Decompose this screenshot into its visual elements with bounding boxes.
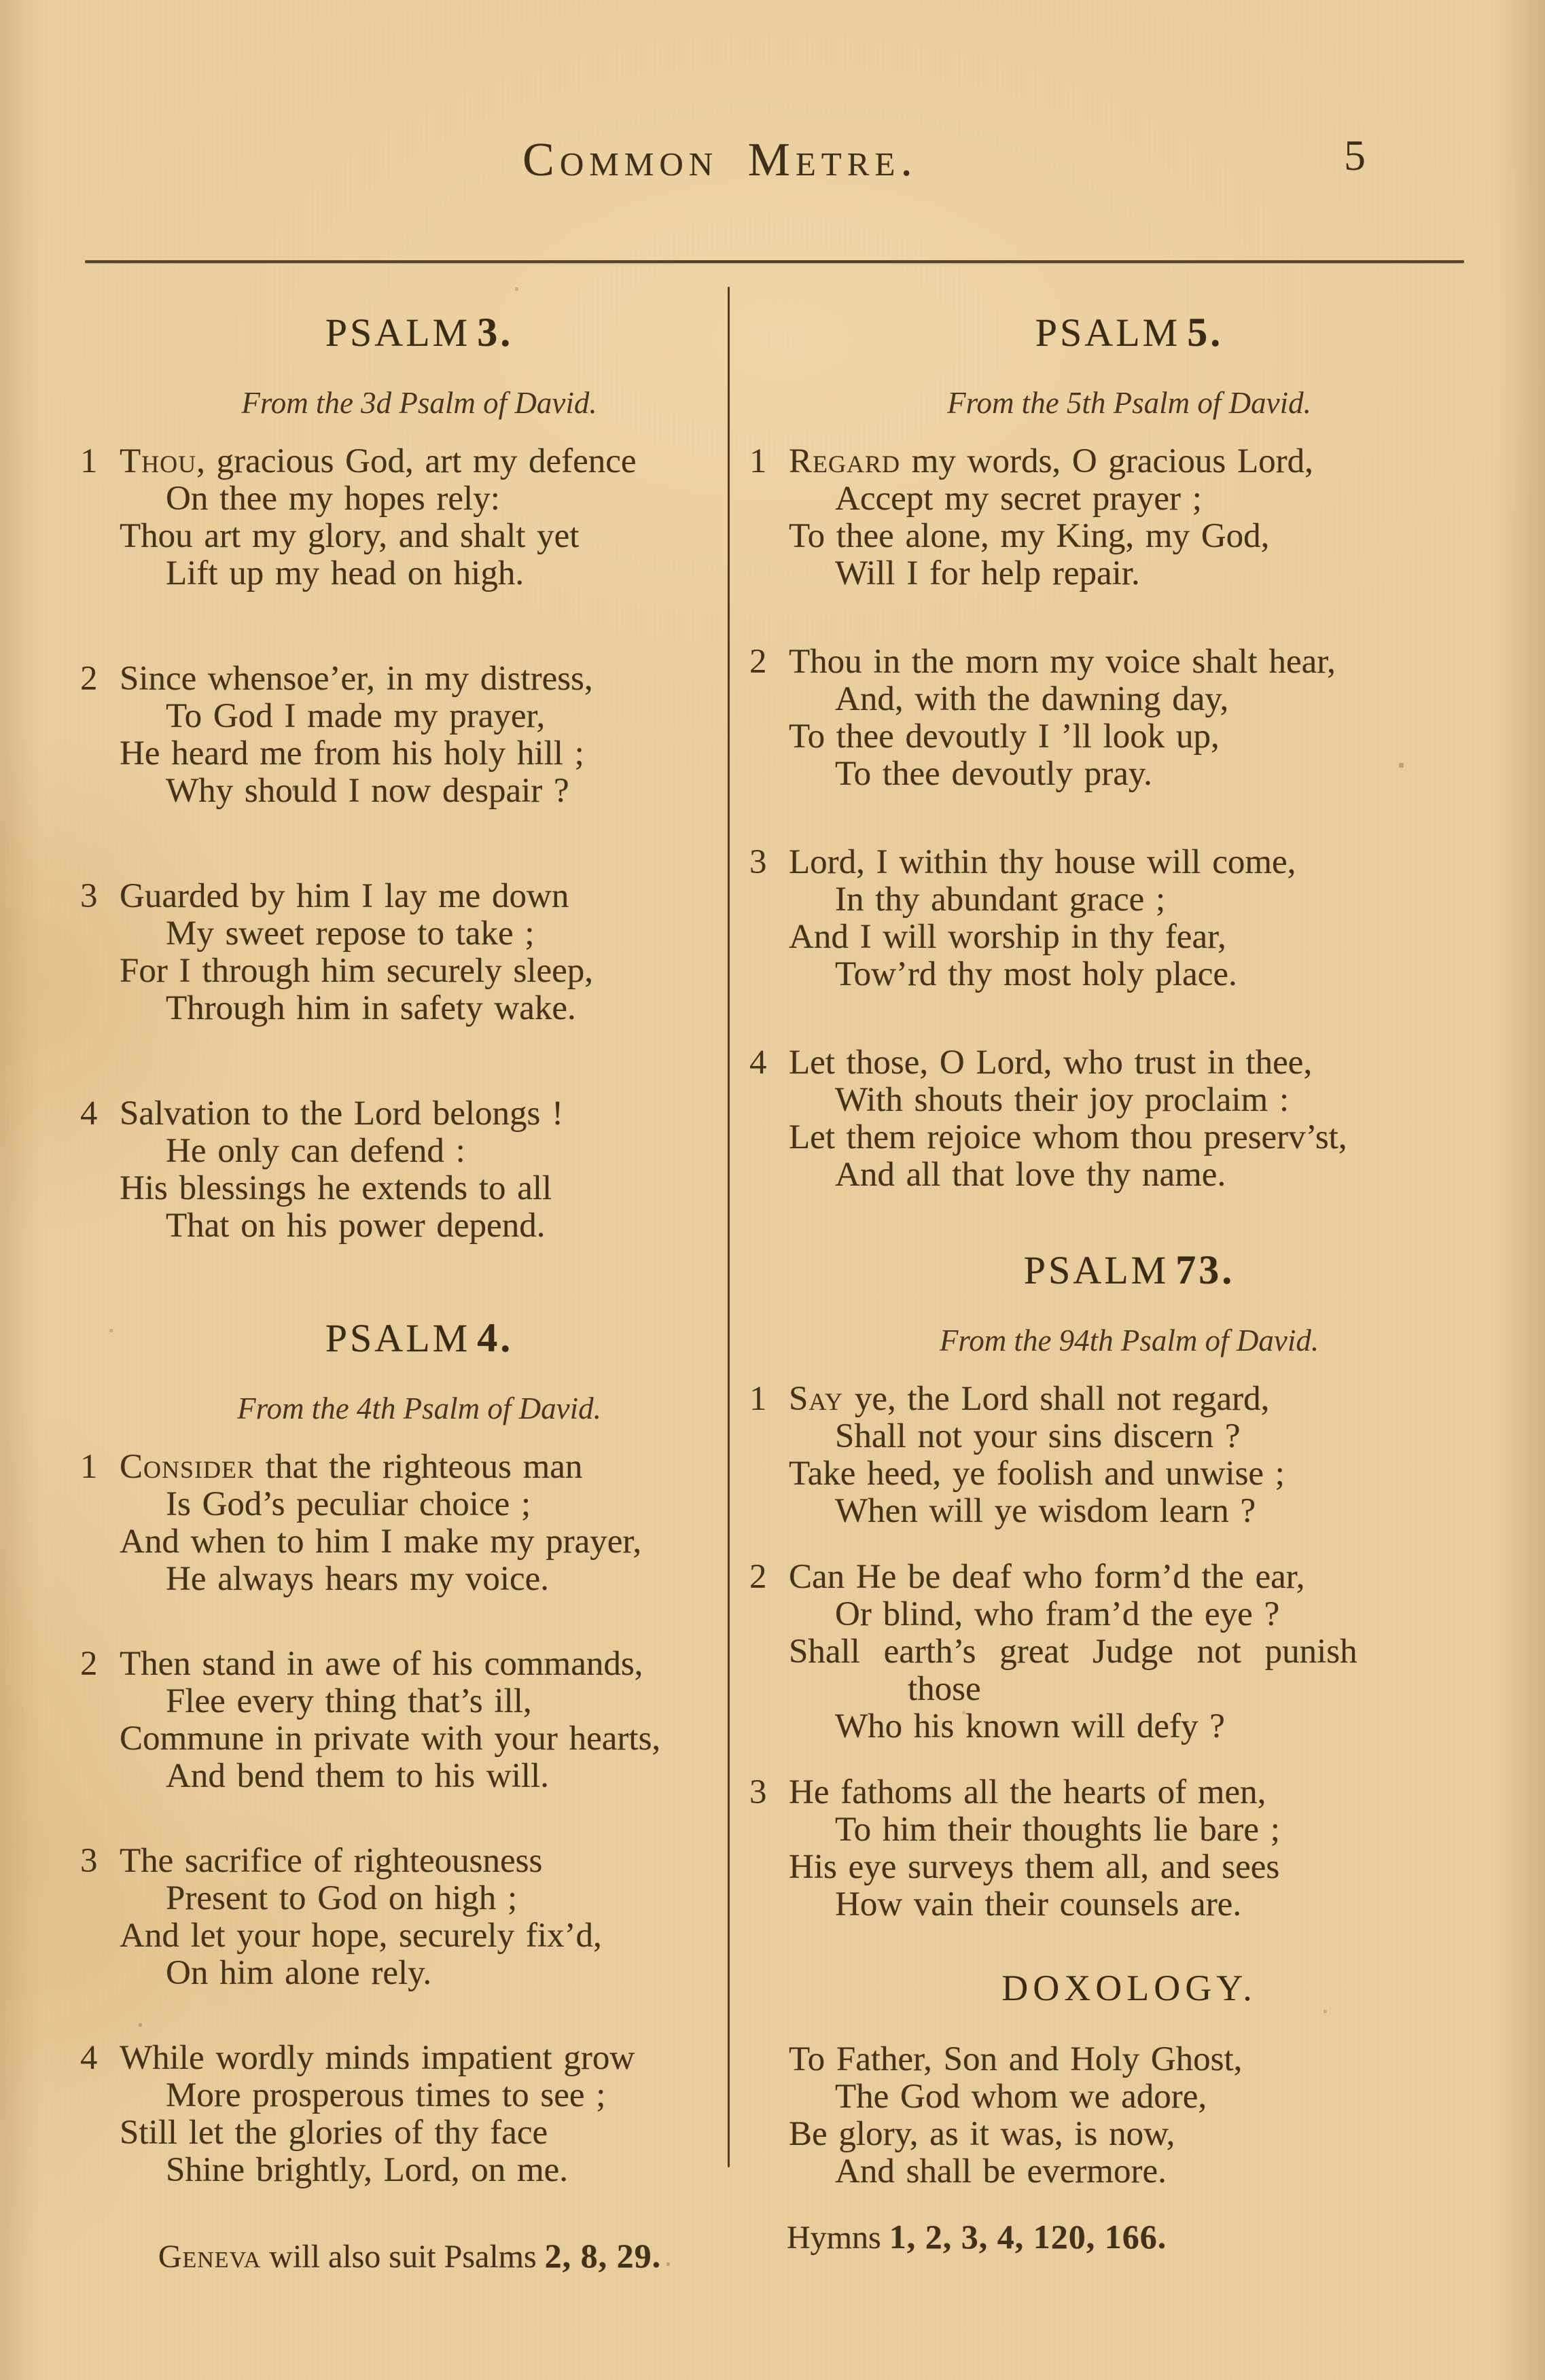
verse-line: Accept my secret prayer ; [835,480,1202,518]
verse-line [120,443,719,480]
verse-line: Flee every thing that’s ill, [166,1682,532,1720]
psalm-5-subtitle: From the 5th Psalm of David. [947,386,1311,420]
verse [749,443,1470,592]
verse-line: The God whom we adore, [835,2078,1207,2116]
verse [749,844,1470,993]
psalm-73-subtitle: From the 94th Psalm of David. [939,1324,1319,1357]
left-column [80,299,719,2276]
psalm-73-verses [749,1381,1470,1923]
verse-line: On thee my hopes rely: [166,480,500,518]
verse-line: On him alone rely. [166,1954,432,1992]
verse-line: Thou art my glory, and shalt yet [120,517,580,555]
psalm-73-heading [749,1245,1470,1296]
verse-number: 2 [749,643,767,681]
verse-number: 4 [80,1095,98,1133]
verse-line [789,1381,1470,1418]
psalm-heading-label: PSALM [1035,310,1181,355]
verse-line: His eye surveys them all, and sees [789,1848,1280,1886]
verse-line: And when to him I make my prayer, [120,1523,642,1561]
verse-line: Through him in safety wake. [166,989,576,1027]
verse-line: Shall earth’s great Judge not punish [789,1633,1357,1671]
verse [749,643,1470,793]
verse-number: 1 [749,1380,767,1418]
verse-number: 2 [80,660,98,698]
verse-line: For I through him securely sleep, [120,952,594,990]
psalm-heading-label: PSALM [1023,1248,1169,1292]
verse [80,443,719,592]
verse-line: To thee devoutly pray. [835,755,1152,793]
verse-line-text: , gracious God, art my defence [196,442,637,480]
verse-line: And let your hope, securely fix’d, [120,1917,602,1955]
verse-line: Take heed, ye foolish and unwise ; [789,1455,1285,1493]
verse-line: Tow’rd thy most holy place. [835,955,1237,993]
verse-line: When will ye wisdom learn ? [835,1492,1256,1530]
verse-line: Still let the glories of thy face [120,2114,548,2152]
verse-line: Lord, I within thy house will come, [789,843,1296,881]
verse-line: The sacrifice of righteousness [120,1842,543,1880]
footer-psalm-numbers: 2, 8, 29. [544,2237,662,2275]
verse [749,2041,1470,2190]
verse-line: Lift up my head on high. [166,554,525,592]
footer-tune-name: Geneva [158,2239,262,2275]
verse-line: Thou in the morn my voice shalt hear, [789,643,1336,681]
verse-line: In thy abundant grace ; [835,881,1166,919]
verse-line: And all that love thy name. [835,1156,1226,1194]
paper-specks [0,0,1,1]
verse-line: My sweet repose to take ; [166,914,535,953]
verse-line: And shall be evermore. [835,2152,1167,2190]
verse-line: Salvation to the Lord belongs ! [120,1095,564,1133]
verse-lead-word: Consider [120,1448,255,1486]
psalm-5-verses [749,443,1470,1194]
verse-line: He fathoms all the hearts of men, [789,1773,1266,1811]
verse-line [789,443,1470,480]
verse-number: 3 [80,1842,98,1880]
verse-line: While wordly minds impatient grow [120,2039,635,2077]
verse-number: 2 [749,1558,767,1596]
verse [749,1774,1470,1923]
verse-line: He heard me from his holy hill ; [120,734,584,772]
doxology-heading: DOXOLOGY. [1001,1968,1257,2008]
footer-text: Hymns [787,2220,889,2256]
verse-lead-word: Say [789,1380,844,1418]
right-footer-note [749,2218,1470,2257]
header-rule [85,260,1464,263]
verse-line: With shouts their joy proclaim : [835,1081,1290,1119]
verse-number: 4 [749,1044,767,1082]
psalm-heading-number: 4. [477,1315,514,1360]
verse-number: 2 [80,1645,98,1683]
verse-line: And I will worship in thy fear, [789,918,1226,956]
psalm-heading-number: 5. [1187,310,1224,355]
verse [749,1044,1470,1194]
verse-line: Or blind, who fram’d the eye ? [835,1595,1280,1633]
verse-number: 1 [80,442,98,480]
verse [80,1449,719,1598]
verse-line: Commune in private with your hearts, [120,1720,661,1758]
verse-line: Be glory, as it was, is now, [789,2115,1175,2153]
psalm-heading-number: 3. [477,310,514,355]
page-title: Common Metre. [522,134,918,186]
verse-number: 1 [80,1448,98,1486]
right-column [749,299,1470,2257]
verse-line: To God I made my prayer, [166,697,546,735]
verse-line: He always hears my voice. [166,1560,550,1598]
psalm-4-heading [80,1313,719,1364]
left-footer-note [80,2237,719,2276]
verse-line-wrap: those [908,1670,981,1708]
verse-lead-word: Thou [120,442,197,480]
verse-line: Can He be deaf who form’d the ear, [789,1558,1305,1596]
verse-number: 4 [80,2039,98,2077]
verse [80,878,719,1027]
verse-line: And bend them to his will. [166,1757,549,1795]
verse [749,1559,1470,1745]
verse-line: He only can defend : [166,1132,465,1170]
verse-line: Since whensoe’er, in my distress, [120,660,593,698]
verse-line: Shall not your sins discern ? [835,1417,1241,1455]
verse-line: Will I for help repair. [835,554,1140,592]
verse [80,2040,719,2189]
psalm-heading-number: 73. [1175,1247,1235,1292]
footer-text: will also suit Psalms [261,2239,545,2275]
verse-line: Then stand in awe of his commands, [120,1645,643,1683]
verse-number: 1 [749,442,767,480]
verse [80,1095,719,1245]
verse-line: Let those, O Lord, who trust in thee, [789,1044,1313,1082]
verse-line-text: ye, the Lord shall not regard, [843,1380,1270,1418]
psalm-3-verses [80,443,719,1245]
verse-line: And, with the dawning day, [835,680,1229,718]
psalm-3-heading [80,307,719,358]
column-divider [728,287,730,2167]
verse-line: Is God’s peculiar choice ; [166,1485,531,1523]
verse-line-text: that the righteous man [254,1448,583,1486]
psalm-4-subtitle: From the 4th Psalm of David. [237,1391,601,1425]
psalm-3-subtitle: From the 3d Psalm of David. [241,386,597,420]
verse-line: More prosperous times to see ; [166,2076,606,2114]
verse-line: Guarded by him I lay me down [120,877,569,915]
verse-line: His blessings he extends to all [120,1169,552,1207]
page-number: 5 [1344,131,1366,179]
verse-line: To thee devoutly I ’ll look up, [789,717,1220,756]
verse-line: How vain their counsels are. [835,1885,1242,1923]
verse-line: Who his known will defy ? [835,1707,1225,1745]
doxology-verse [749,2041,1470,2190]
verse [80,1646,719,1795]
psalm-4-verses [80,1449,719,2189]
verse-number: 3 [749,843,767,881]
verse [749,1381,1470,1530]
verse-line: Present to God on high ; [166,1879,518,1917]
verse-line: To Father, Son and Holy Ghost, [789,2040,1243,2078]
psalm-5-heading [749,307,1470,358]
psalm-heading-label: PSALM [325,310,471,355]
verse-number: 3 [80,877,98,915]
psalm-heading-label: PSALM [325,1316,471,1360]
verse [80,660,719,810]
verse-line: To him their thoughts lie bare ; [835,1811,1280,1849]
verse-line: Shine brightly, Lord, on me. [166,2151,569,2189]
verse-number: 3 [749,1773,767,1811]
verse-line: That on his power depend. [166,1207,546,1245]
verse-line: To thee alone, my King, my God, [789,517,1270,555]
verse-line: Let them rejoice whom thou preserv’st, [789,1118,1347,1156]
verse-line [120,1449,719,1486]
verse [80,1843,719,1992]
verse-line-text: my words, O gracious Lord, [900,442,1313,480]
verse-lead-word: Regard [789,442,901,480]
verse-line: Why should I now despair ? [166,772,569,810]
footer-hymn-numbers: 1, 2, 3, 4, 120, 166. [889,2218,1167,2256]
